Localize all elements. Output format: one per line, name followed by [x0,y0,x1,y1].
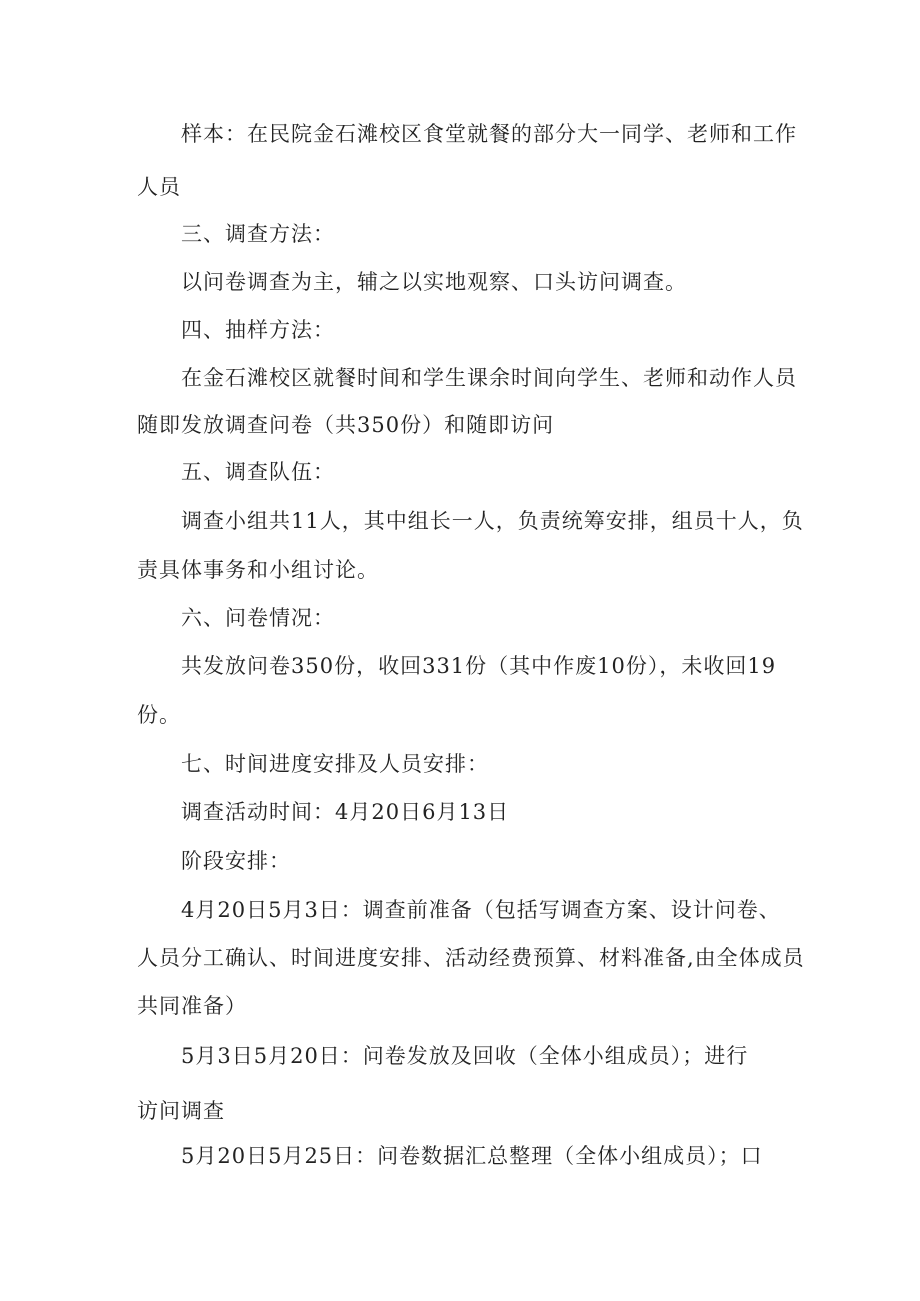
sampling-line-2: 随即发放调查问卷（共350份）和随即访问 [137,413,555,437]
phase-2-line-1: 5月3日5月20日：问卷发放及回收（全体小组成员）；进行 [181,1044,749,1068]
questionnaire-line-1: 共发放问卷350份，收回331份（其中作废10份），未收回19 [181,654,777,678]
phase-1-line-2: 人员分工确认、时间进度安排、活动经费预算、材料准备,由全体成员 [137,946,805,970]
schedule-activity-time: 调查活动时间：4月20日6月13日 [181,800,510,824]
sample-line-2: 人员 [137,175,181,199]
schedule-phases-label: 阶段安排： [181,849,291,873]
heading-sampling-method: 四、抽样方法： [181,318,335,342]
phase-3-line-1: 5月20日5月25日：问卷数据汇总整理（全体小组成员）；口 [181,1144,763,1168]
heading-questionnaire-status: 六、问卷情况： [181,606,335,630]
survey-method-text: 以问卷调查为主，辅之以实地观察、口头访问调查。 [181,270,687,294]
phase-2-line-2: 访问调查 [137,1099,225,1123]
team-line-2: 责具体事务和小组讨论。 [137,558,379,582]
phase-1-line-3: 共同准备） [137,994,247,1018]
heading-survey-method: 三、调查方法： [181,222,335,246]
heading-survey-team: 五、调查队伍： [181,460,335,484]
sampling-line-1: 在金石滩校区就餐时间和学生课余时间向学生、老师和动作人员 [181,366,797,390]
questionnaire-line-2: 份。 [137,703,181,727]
sample-line-1: 样本：在民院金石滩校区食堂就餐的部分大一同学、老师和工作 [181,122,797,146]
team-line-1: 调查小组共11人，其中组长一人，负责统筹安排，组员十人，负 [181,509,804,533]
phase-1-line-1: 4月20日5月3日：调查前准备（包括写调查方案、设计问卷、 [181,898,781,922]
heading-schedule: 七、时间进度安排及人员安排： [181,752,489,776]
